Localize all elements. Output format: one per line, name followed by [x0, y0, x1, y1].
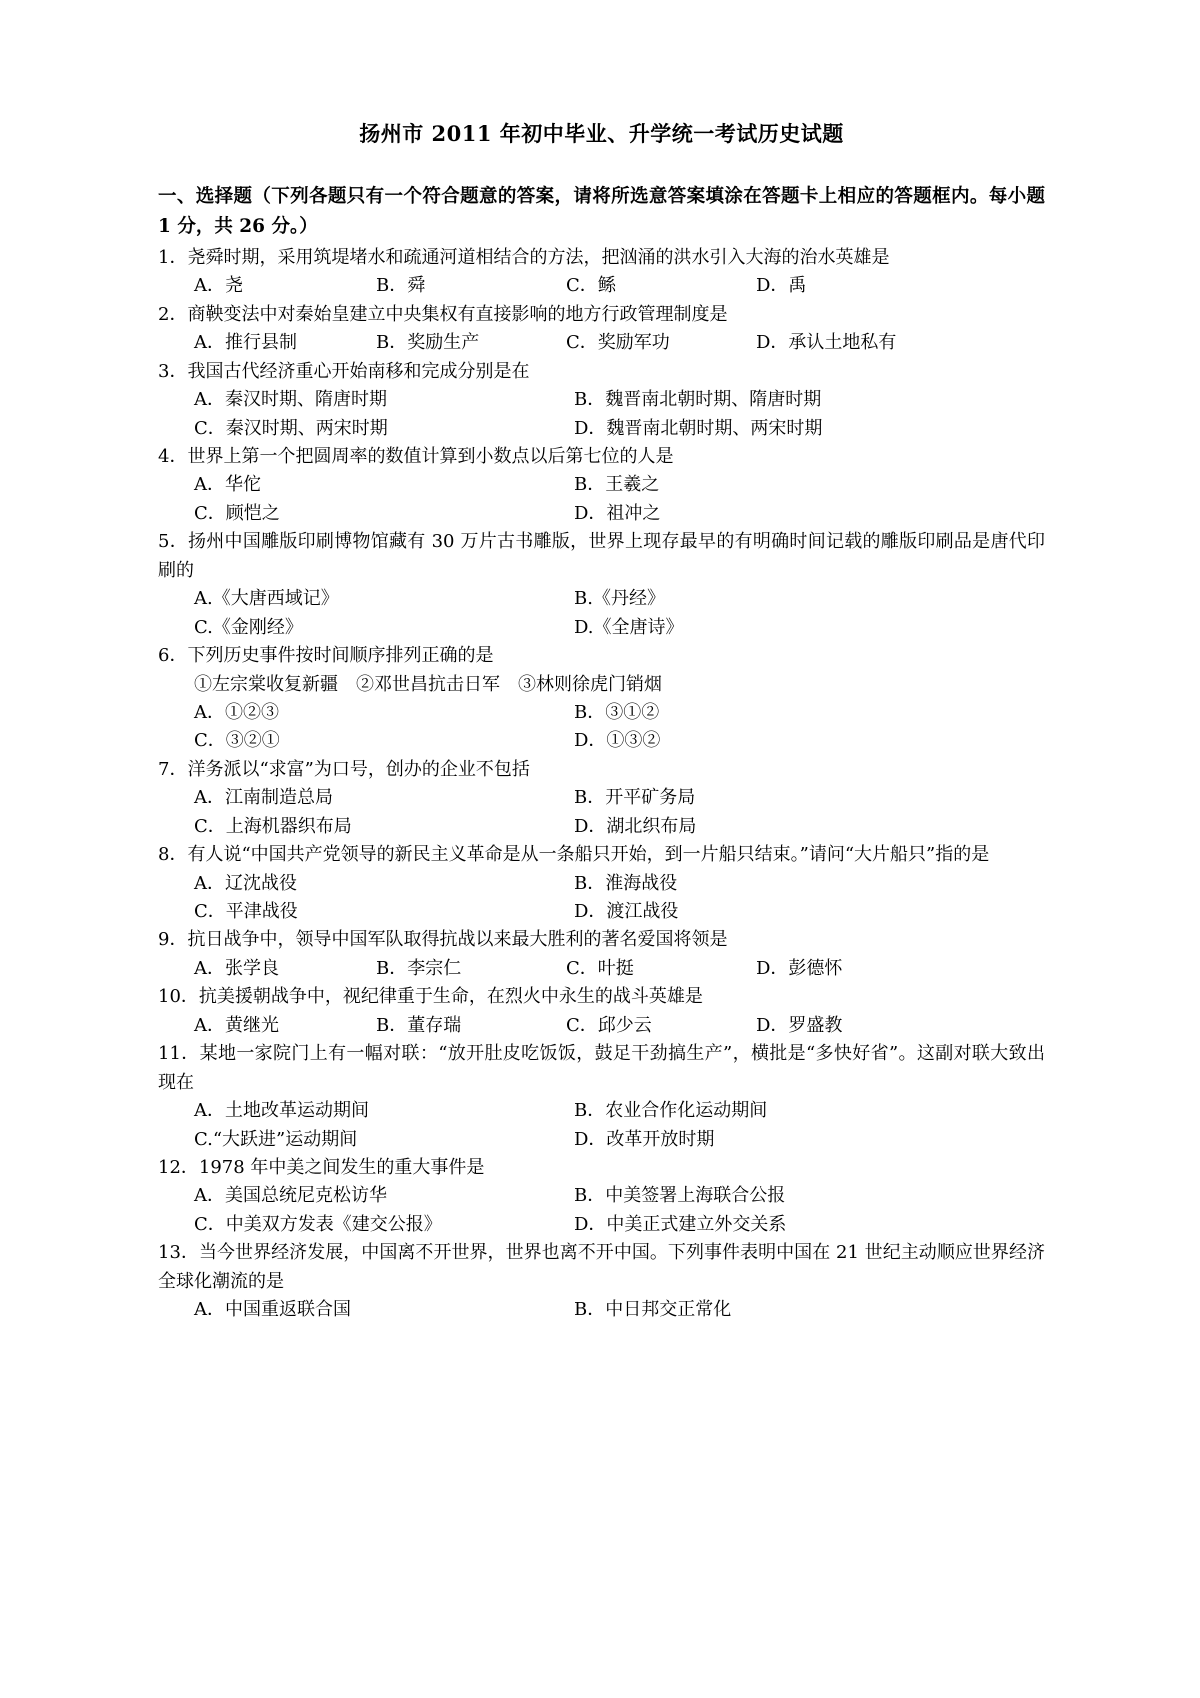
option-b[interactable]: B．奖励生产	[376, 332, 480, 354]
option-a[interactable]: A．秦汉时期、隋唐时期	[194, 389, 387, 411]
question-options	[158, 870, 1045, 927]
question-stem: 13．当今世界经济发展，中国离不开世界，世界也离不开中国。下列事件表明中国在 21 世纪主动顺应世界经济全球化潮流的是	[158, 1242, 1045, 1292]
question-item	[158, 756, 1045, 841]
option-c[interactable]: C．叶挺	[566, 957, 634, 979]
question-stem: 8．有人说“中国共产党领导的新民主义革命是从一条船只开始，到一片船只结束。”请问“大片船只”指的是	[158, 844, 990, 866]
option-b[interactable]: B．舜	[376, 275, 426, 297]
option-row	[158, 1296, 1045, 1324]
option-d[interactable]: D．渡江战役	[574, 901, 679, 922]
option-d[interactable]: D．禹	[756, 275, 807, 297]
option-d[interactable]: D．湖北织布局	[574, 815, 697, 837]
option-row	[158, 898, 1045, 926]
option-row	[158, 585, 1045, 613]
question-stem: 7．洋务派以“求富”为口号，创办的企业不包括	[158, 758, 530, 780]
option-b[interactable]: B．李宗仁	[376, 957, 462, 979]
option-a[interactable]: A．黄继光	[194, 1014, 279, 1036]
option-c[interactable]: C.《金刚经》	[194, 616, 303, 638]
option-row	[158, 1097, 1045, 1125]
option-d[interactable]: D．魏晋南北朝时期、两宋时期	[574, 417, 823, 439]
option-b[interactable]: B．中日邦交正常化	[574, 1299, 732, 1321]
option-row	[158, 784, 1045, 812]
option-row	[158, 272, 1045, 300]
question-stem: 2．商鞅变法中对秦始皇建立中央集权有直接影响的地方行政管理制度是	[158, 303, 728, 325]
question-item	[158, 1040, 1045, 1154]
option-row	[158, 699, 1045, 727]
option-b[interactable]: B．王羲之	[574, 474, 660, 496]
option-row	[158, 500, 1045, 528]
option-a[interactable]: A．美国总统尼克松访华	[194, 1185, 387, 1207]
question-list	[158, 244, 1045, 1325]
question-options	[158, 955, 1045, 983]
option-row	[158, 813, 1045, 841]
question-sub-items: ①左宗棠收复新疆 ②邓世昌抗击日军 ③林则徐虎门销烟	[194, 673, 662, 695]
option-b[interactable]: B.《丹经》	[574, 588, 665, 610]
option-c[interactable]: C．奖励军功	[566, 332, 670, 354]
option-row	[158, 614, 1045, 642]
option-a[interactable]: A．辽沈战役	[194, 872, 297, 894]
question-item	[158, 443, 1045, 528]
question-options	[158, 329, 1045, 357]
option-a[interactable]: A．华佗	[194, 474, 261, 496]
option-row	[158, 955, 1045, 983]
option-c[interactable]: C．③②①	[194, 730, 280, 752]
option-b[interactable]: B．开平矿务局	[574, 787, 696, 809]
option-b[interactable]: B．农业合作化运动期间	[574, 1100, 768, 1122]
option-d[interactable]: D．①③②	[574, 730, 661, 752]
question-item	[158, 926, 1045, 983]
question-options	[158, 1012, 1045, 1040]
page-title: 扬州市 2011 年初中毕业、升学统一考试历史试题	[359, 121, 844, 146]
option-b[interactable]: B．淮海战役	[574, 872, 678, 894]
option-d[interactable]: D．祖冲之	[574, 502, 661, 524]
question-item	[158, 244, 1045, 301]
question-options	[158, 1182, 1045, 1239]
question-stem: 4．世界上第一个把圆周率的数值计算到小数点以后第七位的人是	[158, 446, 674, 467]
section-heading-multiple-choice: 一、选择题（下列各题只有一个符合题意的答案，请将所选意答案填涂在答题卡上相应的答题框内。每小题 1 分，共 26 分。）	[158, 186, 1045, 237]
option-a[interactable]: A.《大唐西域记》	[194, 588, 339, 610]
option-row	[158, 1211, 1045, 1239]
option-b[interactable]: B．③①②	[574, 701, 660, 723]
option-row	[158, 415, 1045, 443]
option-row	[158, 1012, 1045, 1040]
question-item	[158, 1239, 1045, 1324]
option-a[interactable]: A．中国重返联合国	[194, 1299, 351, 1321]
option-d[interactable]: D．中美正式建立外交关系	[574, 1213, 787, 1235]
question-item	[158, 983, 1045, 1040]
question-options	[158, 784, 1045, 841]
option-row	[158, 1182, 1045, 1210]
question-stem: 3．我国古代经济重心开始南移和完成分别是在	[158, 360, 530, 382]
option-c[interactable]: C．秦汉时期、两宋时期	[194, 417, 388, 439]
question-item	[158, 301, 1045, 358]
question-options	[158, 386, 1045, 443]
question-stem: 9．抗日战争中，领导中国军队取得抗战以来最大胜利的著名爱国将领是	[158, 929, 728, 951]
question-stem: 11．某地一家院门上有一幅对联：“放开肚皮吃饭饭，鼓足干劲搞生产”，横批是“多快好省”。这副对联大致出现在	[158, 1043, 1045, 1093]
option-d[interactable]: D．改革开放时期	[574, 1128, 715, 1150]
option-c[interactable]: C．上海机器织布局	[194, 815, 352, 837]
question-item	[158, 841, 1045, 926]
question-options	[158, 699, 1045, 756]
option-row	[158, 1126, 1045, 1154]
question-item	[158, 528, 1045, 642]
question-options	[158, 1097, 1045, 1154]
option-d[interactable]: D.《全唐诗》	[574, 616, 684, 638]
option-c[interactable]: C．顾恺之	[194, 502, 280, 524]
option-c[interactable]: C．鲧	[566, 275, 616, 297]
option-d[interactable]: D．彭德怀	[756, 957, 843, 979]
option-row	[158, 329, 1045, 357]
question-stem: 6．下列历史事件按时间顺序排列正确的是	[158, 645, 494, 667]
option-c[interactable]: C．邱少云	[566, 1014, 652, 1036]
option-row	[158, 870, 1045, 898]
question-stem: 1．尧舜时期，采用筑堤堵水和疏通河道相结合的方法，把汹涌的洪水引入大海的治水英雄是	[158, 246, 890, 268]
question-options	[158, 585, 1045, 642]
option-b[interactable]: B．董存瑞	[376, 1014, 462, 1036]
question-item	[158, 1154, 1045, 1239]
option-row	[158, 471, 1045, 499]
option-row	[158, 727, 1045, 755]
option-c[interactable]: C．中美双方发表《建交公报》	[194, 1213, 442, 1235]
option-d[interactable]: D．罗盛教	[756, 1014, 843, 1036]
question-stem: 12．1978 年中美之间发生的重大事件是	[158, 1156, 485, 1178]
option-c[interactable]: C.“大跃进”运动期间	[194, 1128, 358, 1150]
option-d[interactable]: D．承认土地私有	[756, 332, 897, 354]
question-options	[158, 1296, 1045, 1324]
option-a[interactable]: A．张学良	[194, 957, 279, 979]
question-stem: 10．抗美援朝战争中，视纪律重于生命，在烈火中永生的战斗英雄是	[158, 986, 703, 1008]
option-a[interactable]: A．①②③	[194, 701, 279, 723]
question-item	[158, 642, 1045, 756]
question-options	[158, 272, 1045, 300]
option-a[interactable]: A．江南制造总局	[194, 787, 333, 809]
question-options	[158, 471, 1045, 528]
option-a[interactable]: A．推行县制	[194, 332, 297, 354]
question-stem: 5．扬州中国雕版印刷博物馆藏有 30 万片古书雕版，世界上现存最早的有明确时间记载的雕版印刷品是唐代印刷的	[158, 531, 1045, 581]
option-a[interactable]: A．尧	[194, 275, 243, 297]
question-item	[158, 358, 1045, 443]
option-b[interactable]: B．魏晋南北朝时期、隋唐时期	[574, 389, 822, 411]
option-a[interactable]: A．土地改革运动期间	[194, 1100, 369, 1122]
option-c[interactable]: C．平津战役	[194, 901, 298, 922]
option-b[interactable]: B．中美签署上海联合公报	[574, 1185, 786, 1207]
option-row	[158, 386, 1045, 414]
